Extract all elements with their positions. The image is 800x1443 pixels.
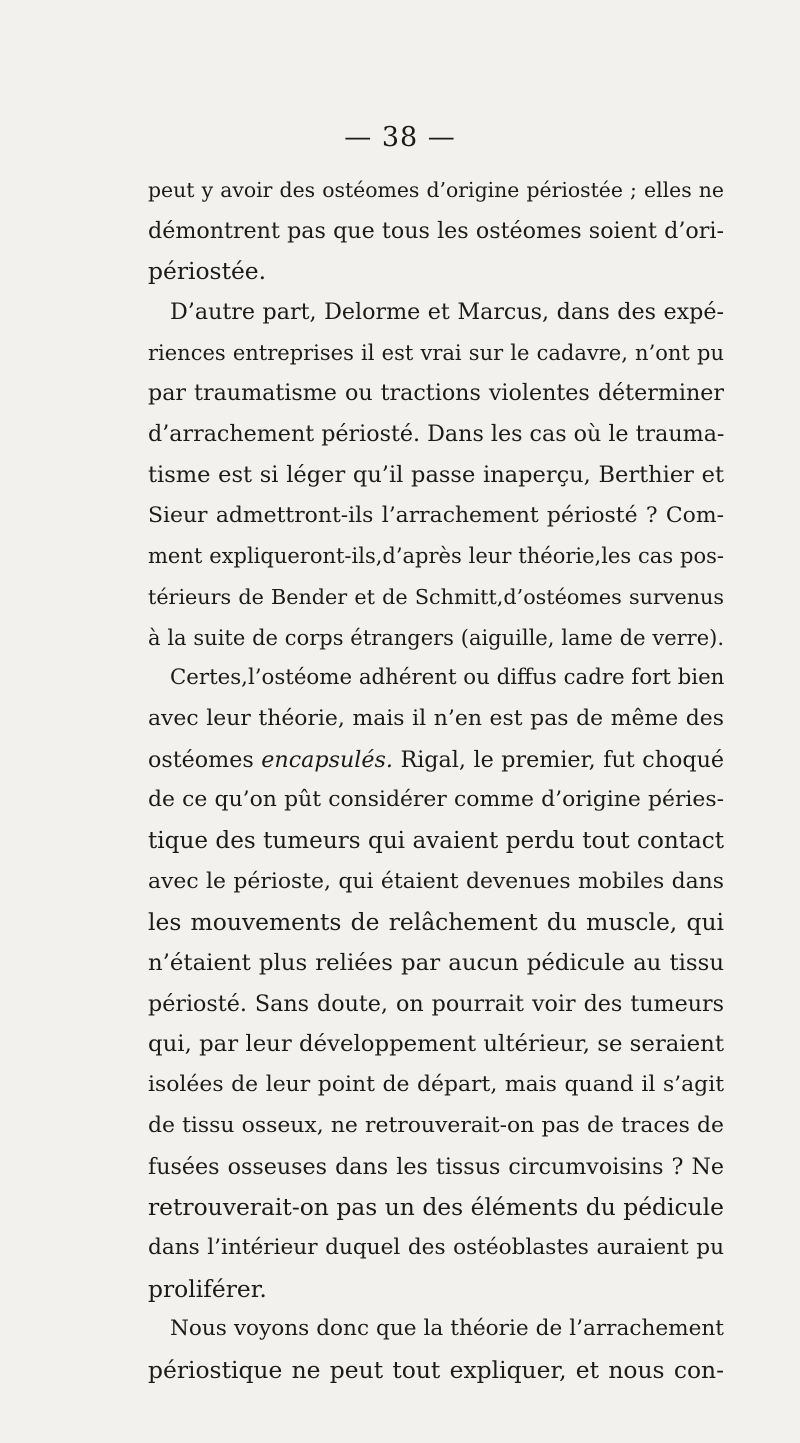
text-line: Nous voyons donc que la théorie de l’arrachement: [170, 1316, 724, 1342]
text-line: n’étaient plus reliées par aucun pédicule au tissu: [148, 950, 724, 977]
text-line: démontrent pas que tous les ostéomes soient d’ori-: [148, 217, 724, 244]
text-line: dans l’intérieur duquel des ostéoblastes auraient pu: [148, 1234, 724, 1260]
text-line: térieurs de Bender et de Schmitt,d’ostéomes survenus: [148, 584, 724, 609]
text-line: avec leur théorie, mais il n’en est pas de même des: [148, 705, 724, 731]
text-line: tisme est si léger qu’il passe inaperçu, Berthier et: [148, 461, 724, 488]
text-line: périosté. Sans doute, on pourrait voir des tumeurs: [148, 990, 724, 1017]
text-line: isolées de leur point de départ, mais quand il s’agit: [148, 1072, 724, 1098]
page-number: — 38 —: [344, 122, 456, 153]
text-line: Sieur admettront-ils l’arrachement périosté ? Com-: [148, 502, 724, 528]
text-line: de ce qu’on pût considérer comme d’origine péries-: [148, 787, 724, 813]
text-line: riences entreprises il est vrai sur le cadavre, n’ont pu: [148, 340, 724, 365]
text-line: D’autre part, Delorme et Marcus, dans des expé-: [170, 299, 724, 326]
text-line: proliférer.: [148, 1274, 267, 1303]
text-line: d’arrachement périosté. Dans les cas où le trauma-: [148, 421, 724, 448]
text-line: avec le périoste, qui étaient devenues mobiles dans: [148, 868, 724, 894]
text-line: fusées osseuses dans les tissus circumvoisins ? Ne: [148, 1153, 724, 1180]
text-line: périostique ne peut tout expliquer, et nous con-: [148, 1355, 724, 1384]
text-line: Certes,l’ostéome adhérent ou diffus cadre fort bien: [170, 665, 724, 691]
text-segment: Rigal, le premier, fut choqué: [392, 746, 724, 773]
text-line: de tissu osseux, ne retrouverait-on pas de traces de: [148, 1112, 724, 1138]
text-line: à la suite de corps étrangers (aiguille, lame de verre).: [148, 625, 724, 650]
text-line: peut y avoir des ostéomes d’origine périostée ; elles ne: [148, 178, 724, 202]
text-segment: ostéomes: [148, 746, 262, 773]
text-line: retrouverait-on pas un des éléments du pédicule: [148, 1193, 724, 1222]
text-line: périostée.: [148, 257, 267, 286]
text-line: par traumatisme ou tractions violentes déterminer: [148, 380, 724, 407]
text-line: [148, 740, 724, 781]
italic-term: encapsulés.: [261, 746, 393, 773]
text-line: tique des tumeurs qui avaient perdu tout contact: [148, 828, 724, 854]
text-line: qui, par leur développement ultérieur, se seraient: [148, 1031, 724, 1058]
text-line: ment expliqueront-ils,d’après leur théorie,les cas pos-: [148, 544, 724, 569]
body-text: [148, 170, 724, 1391]
text-line: les mouvements de relâchement du muscle, qui: [148, 908, 724, 937]
